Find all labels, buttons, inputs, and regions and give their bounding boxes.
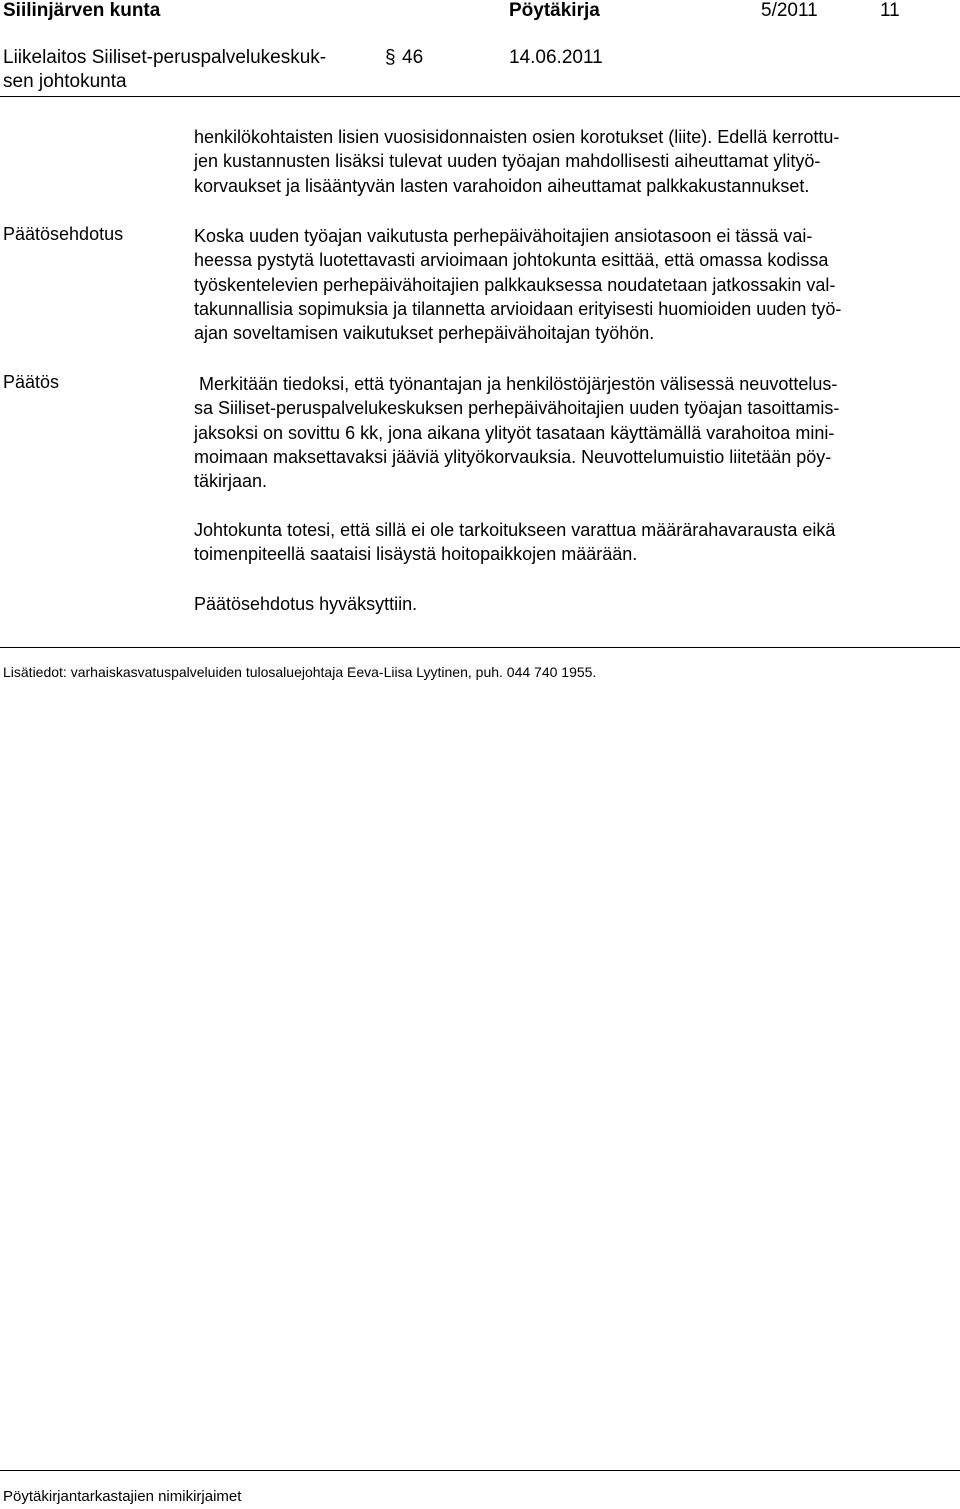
text-line: moimaan maksettavaksi jääviä ylityökorvauksia. Neuvottelumuistio liitetään pöy-	[194, 446, 832, 467]
text-line: toimenpiteellä saataisi lisäystä hoitopaikkojen määrään.	[194, 544, 638, 565]
info-rule	[0, 647, 960, 648]
proposal-label: Päätösehdotus	[3, 224, 124, 244]
text-line: korvaukset ja lisääntyvän lasten varahoidon aiheuttamat palkkakustannukset.	[194, 175, 810, 196]
section-symbol: §	[385, 47, 396, 68]
additional-info: Lisätiedot: varhaiskasvatuspalveluiden tulosaluejohtaja Eeva-Liisa Lyytinen, puh. 044 740 1955.	[3, 664, 597, 680]
footer-initials-label: Pöytäkirjantarkastajien nimikirjaimet	[3, 1488, 242, 1505]
header-rule	[0, 96, 960, 97]
text-line: heessa pystytä luotettavasti arvioimaan johtokunta esittää, että omassa kodissa	[194, 250, 829, 271]
text-line: Päätösehdotus hyväksyttiin.	[194, 594, 418, 614]
decision-label: Päätös	[3, 372, 60, 392]
proposal-paragraph	[194, 224, 841, 345]
text-line: sa Siiliset-peruspalvelukeskuksen perhepäivähoitajien uuden työajan tasoittamis-	[194, 398, 840, 419]
organization-name: Siilinjärven kunta	[3, 0, 161, 21]
page-number: 11	[880, 0, 900, 21]
issue-number: 5/2011	[761, 0, 818, 21]
decision-paragraph-1	[194, 372, 839, 493]
document-type: Pöytäkirja	[509, 0, 600, 21]
decision-paragraph-2	[194, 518, 835, 567]
intro-paragraph	[194, 125, 839, 198]
text-line: Johtokunta totesi, että sillä ei ole tarkoitukseen varattua määrärahavarausta eikä	[194, 520, 836, 540]
meeting-date: 14.06.2011	[509, 47, 603, 68]
text-line: työskentelevien perhepäivähoitajien palkkauksessa noudatetaan jatkossakin val-	[194, 274, 836, 295]
text-line: ajan soveltamisen vaikutukset perhepäivähoitajan työhön.	[194, 323, 655, 344]
unit-name-line2: sen johtokunta	[3, 71, 127, 92]
unit-name-line1: Liikelaitos Siiliset-peruspalvelukeskuk-	[3, 47, 327, 68]
text-line: takunnallisia sopimuksia ja tilannetta arvioidaan erityisesti huomioiden uuden työ-	[194, 298, 842, 319]
decision-paragraph-3	[194, 592, 417, 616]
text-line: Merkitään tiedoksi, että työnantajan ja henkilöstöjärjestön välisessä neuvottelus-	[194, 374, 838, 394]
text-line: henkilökohtaisten lisien vuosisidonnaisten osien korotukset (liite). Edellä kerrottu-	[194, 127, 840, 147]
text-line: Koska uuden työajan vaikutusta perhepäivähoitajien ansiotasoon ei tässä vai-	[194, 226, 813, 246]
text-line: jen kustannusten lisäksi tulevat uuden työajan mahdollisesti aiheuttamat ylityö-	[194, 151, 821, 172]
footer-rule	[0, 1470, 960, 1471]
section-number: 46	[402, 47, 424, 68]
text-line: jaksoksi on sovittu 6 kk, jona aikana ylityöt tasataan käyttämällä varahoitoa mini-	[194, 422, 835, 443]
text-line: täkirjaan.	[194, 471, 268, 492]
